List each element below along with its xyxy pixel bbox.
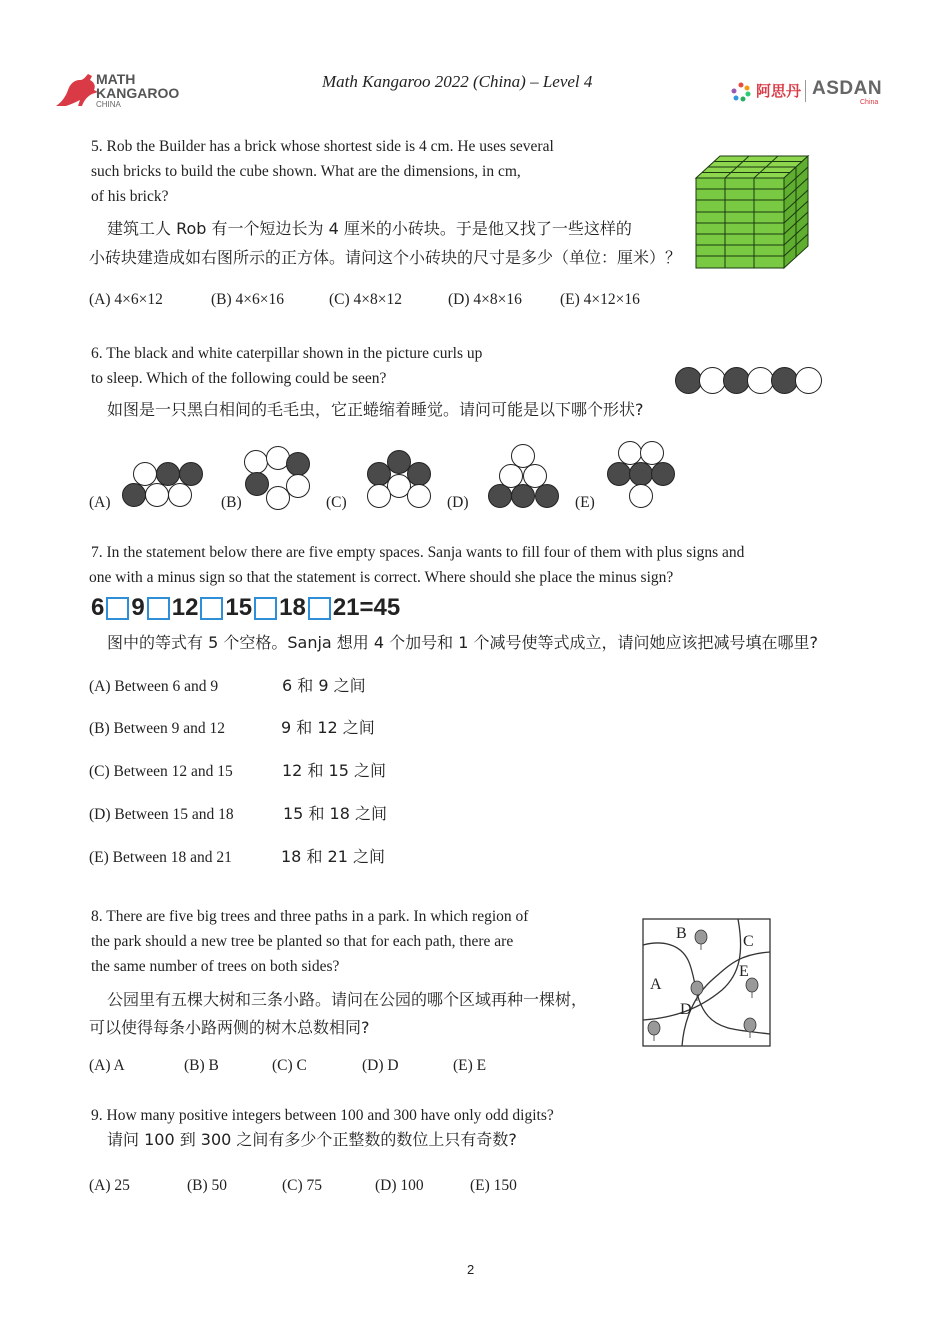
q6-option-a-shape[interactable]: [121, 460, 206, 510]
q7-option-e[interactable]: (E) Between 18 and 21: [89, 849, 232, 866]
q8-cn-line-1: 公园里有五棵大树和三条小路。请问在公园的哪个区域再种一棵树，: [107, 990, 588, 1009]
q6-option-d-label[interactable]: (D): [447, 494, 469, 511]
eq-blank-2[interactable]: [147, 597, 170, 620]
q7-cn-text: 图中的等式有 5 个空格。Sanja 想用 4 个加号和 1 个减号使等式成立，请问她应该把减号填在哪里?: [107, 633, 818, 652]
logo-china-text: CHINA: [96, 100, 121, 109]
q7-option-b-cn: 9 和 12 之间: [281, 718, 375, 737]
q5-cn-line-1: 建筑工人 Rob 有一个短边长为 4 厘米的小砖块。于是他又找了一些这样的: [107, 219, 632, 238]
q7-option-d-cn: 15 和 18 之间: [283, 804, 387, 823]
asdan-flower-icon: [730, 81, 752, 103]
q7-option-d[interactable]: (D) Between 15 and 18: [89, 806, 234, 823]
q9-cn-text: 请问 100 到 300 之间有多少个正整数的数位上只有奇数?: [107, 1130, 517, 1149]
asdan-sub-text: China: [860, 99, 879, 106]
map-label-c: C: [743, 933, 754, 950]
q9-option-a[interactable]: (A) 25: [89, 1177, 130, 1194]
q8-option-b[interactable]: (B) B: [184, 1057, 219, 1074]
q7-option-c-cn: 12 和 15 之间: [282, 761, 386, 780]
eq-blank-5[interactable]: [308, 597, 331, 620]
q5-option-b[interactable]: (B) 4×6×16: [211, 291, 285, 308]
map-label-a: A: [650, 976, 662, 993]
q6-option-a-label[interactable]: (A): [89, 494, 111, 511]
q6-option-b-shape[interactable]: [244, 446, 314, 512]
q7-option-b[interactable]: (B) Between 9 and 12: [89, 720, 226, 737]
q5-text-line-1: 5. Rob the Builder has a brick whose shortest side is 4 cm. He uses several: [91, 138, 554, 155]
q5-option-e[interactable]: (E) 4×12×16: [560, 291, 640, 308]
eq-blank-4[interactable]: [254, 597, 277, 620]
eq-blank-1[interactable]: [106, 597, 129, 620]
q6-option-e-shape[interactable]: [605, 441, 679, 511]
q8-option-d[interactable]: (D) D: [362, 1057, 399, 1074]
q7-text-line-1: 7. In the statement below there are five empty spaces. Sanja wants to fill four of them with plus signs and: [91, 544, 745, 561]
eq-blank-3[interactable]: [200, 597, 223, 620]
q8-text-line-2: the park should a new tree be planted so that for each path, there are: [91, 933, 514, 950]
map-label-b: B: [676, 925, 687, 942]
map-label-e: E: [739, 963, 749, 980]
eq-number: 18: [279, 594, 306, 621]
math-kangaroo-logo: [52, 72, 182, 112]
q7-text-line-2: one with a minus sign so that the statement is correct. Where should she place the minus sign?: [89, 569, 674, 586]
q6-text-line-2: to sleep. Which of the following could be seen?: [91, 370, 387, 387]
brick-cube-image: [694, 154, 812, 270]
q9-text: 9. How many positive integers between 100 and 300 have only odd digits?: [91, 1107, 554, 1124]
q9-option-c[interactable]: (C) 75: [282, 1177, 323, 1194]
q7-option-c[interactable]: (C) Between 12 and 15: [89, 763, 233, 780]
q9-option-d[interactable]: (D) 100: [375, 1177, 424, 1194]
map-label-d: D: [680, 1001, 692, 1018]
q9-option-e[interactable]: (E) 150: [470, 1177, 517, 1194]
kangaroo-icon: [52, 72, 100, 110]
eq-number: 12: [171, 594, 199, 621]
q6-option-c-label[interactable]: (C): [326, 494, 347, 511]
caterpillar-image: [675, 367, 825, 395]
q6-text-line-1: 6. The black and white caterpillar shown in the picture curls up: [91, 345, 483, 362]
q5-option-c[interactable]: (C) 4×8×12: [329, 291, 403, 308]
q5-text-line-3: of his brick?: [91, 188, 169, 205]
eq-number: 6: [91, 594, 105, 621]
eq-number: 15: [225, 594, 253, 621]
asdan-logo: [730, 78, 890, 110]
q8-text-line-3: the same number of trees on both sides?: [91, 958, 340, 975]
q8-option-e[interactable]: (E) E: [453, 1057, 487, 1074]
q5-option-a[interactable]: (A) 4×6×12: [89, 291, 163, 308]
q8-option-a[interactable]: (A) A: [89, 1057, 125, 1074]
asdan-en-text: ASDAN: [812, 78, 883, 99]
eq-number: 9: [131, 594, 145, 621]
q7-option-a[interactable]: (A) Between 6 and 9: [89, 678, 219, 695]
q6-option-d-shape[interactable]: [487, 444, 561, 510]
q7-option-e-cn: 18 和 21 之间: [281, 847, 385, 866]
logo-divider: [805, 80, 806, 102]
q8-option-c[interactable]: (C) C: [272, 1057, 307, 1074]
q6-option-e-label[interactable]: (E): [575, 494, 595, 511]
q6-option-b-label[interactable]: (B): [221, 494, 242, 511]
q9-option-b[interactable]: (B) 50: [187, 1177, 228, 1194]
q8-cn-line-2: 可以使得每条小路两侧的树木总数相同?: [89, 1018, 370, 1037]
page-title: Math Kangaroo 2022 (China) – Level 4: [322, 72, 593, 91]
logo-math-text: MATH: [96, 71, 136, 87]
logo-kangaroo-text: KANGAROO: [96, 85, 180, 101]
q6-option-c-shape[interactable]: [365, 450, 435, 512]
q7-option-a-cn: 6 和 9 之间: [282, 676, 366, 695]
q5-option-d[interactable]: (D) 4×8×16: [448, 291, 522, 308]
page-number: 2: [467, 1262, 475, 1277]
asdan-cn-text: 阿思丹: [756, 83, 802, 100]
q5-text-line-2: such bricks to build the cube shown. What are the dimensions, in cm,: [91, 163, 521, 180]
q8-text-line-1: 8. There are five big trees and three paths in a park. In which region of: [91, 908, 529, 925]
q5-cn-line-2: 小砖块建造成如右图所示的正方体。请问这个小砖块的尺寸是多少（单位：厘米）？: [89, 248, 682, 267]
eq-result: 21=45: [332, 594, 401, 621]
q7-equation: [91, 594, 400, 622]
q6-cn-text: 如图是一只黑白相间的毛毛虫，它正蜷缩着睡觉。请问可能是以下哪个形状?: [107, 400, 644, 419]
